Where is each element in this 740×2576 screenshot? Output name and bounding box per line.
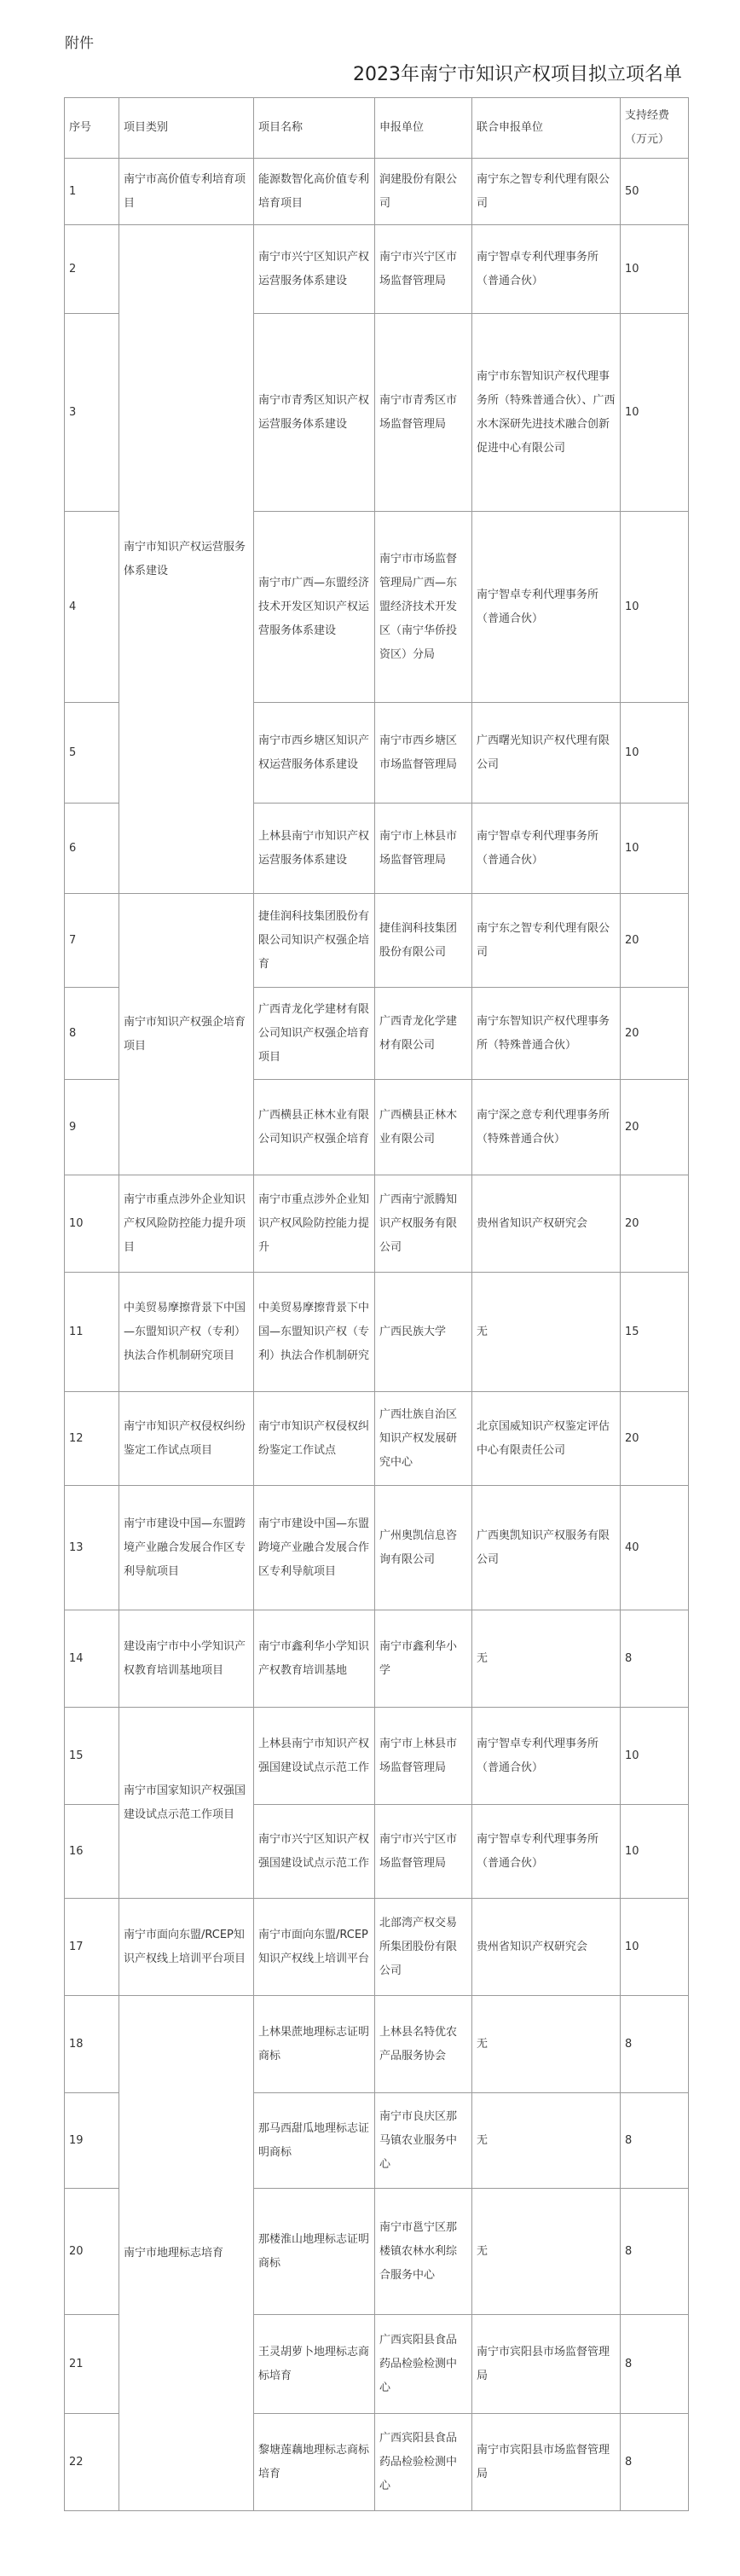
joint-applicant: 南宁深之意专利代理事务所（特殊普通合伙）	[472, 1080, 621, 1175]
row-number: 22	[65, 2414, 119, 2511]
applicant: 广西青龙化学建材有限公司	[375, 988, 472, 1080]
applicant: 南宁市上林县市场监督管理局	[375, 1708, 472, 1805]
project-category: 南宁市建设中国—东盟跨境产业融合发展合作区专利导航项目	[119, 1486, 254, 1610]
joint-applicant: 广西曙光知识产权代理有限公司	[472, 703, 621, 804]
joint-applicant: 无	[472, 2093, 621, 2189]
funding: 8	[621, 1610, 689, 1708]
applicant: 南宁市良庆区那马镇农业服务中心	[375, 2093, 472, 2189]
project-category: 南宁市国家知识产权强国建设试点示范工作项目	[119, 1708, 254, 1899]
row-number: 1	[65, 159, 119, 225]
funding: 10	[621, 1805, 689, 1899]
table-row	[65, 1610, 689, 1708]
applicant: 南宁市西乡塘区市场监督管理局	[375, 703, 472, 804]
project-category: 南宁市高价值专利培育项目	[119, 159, 254, 225]
table-row	[65, 1273, 689, 1392]
joint-applicant: 南宁东智知识产权代理事务所（特殊普通合伙）	[472, 988, 621, 1080]
applicant: 南宁市鑫利华小学	[375, 1610, 472, 1708]
project-name: 上林县南宁市知识产权运营服务体系建设	[254, 804, 375, 894]
col-header-applicant: 申报单位	[375, 98, 472, 159]
joint-applicant: 无	[472, 1610, 621, 1708]
col-header-partner: 联合申报单位	[472, 98, 621, 159]
project-name: 那马西甜瓜地理标志证明商标	[254, 2093, 375, 2189]
row-number: 21	[65, 2315, 119, 2414]
project-name: 南宁市面向东盟/RCEP知识产权线上培训平台	[254, 1899, 375, 1996]
project-name: 广西横县正林木业有限公司知识产权强企培育	[254, 1080, 375, 1175]
funding: 20	[621, 1392, 689, 1486]
row-number: 10	[65, 1175, 119, 1273]
project-name: 能源数智化高价值专利培育项目	[254, 159, 375, 225]
project-category: 南宁市知识产权运营服务体系建设	[119, 225, 254, 894]
funding: 10	[621, 512, 689, 703]
project-name: 中美贸易摩擦背景下中国—东盟知识产权（专利）执法合作机制研究	[254, 1273, 375, 1392]
applicant: 广西宾阳县食品药品检验检测中心	[375, 2414, 472, 2511]
project-category: 建设南宁市中小学知识产权教育培训基地项目	[119, 1610, 254, 1708]
project-category: 南宁市知识产权侵权纠纷鉴定工作试点项目	[119, 1392, 254, 1486]
funding: 40	[621, 1486, 689, 1610]
funding: 8	[621, 1996, 689, 2093]
funding: 10	[621, 804, 689, 894]
page-title: 2023年南宁市知识产权项目拟立项名单	[353, 64, 682, 85]
joint-applicant: 贵州省知识产权研究会	[472, 1899, 621, 1996]
applicant: 捷佳润科技集团股份有限公司	[375, 894, 472, 988]
row-number: 3	[65, 314, 119, 512]
joint-applicant: 南宁市宾阳县市场监督管理局	[472, 2315, 621, 2414]
funding: 15	[621, 1273, 689, 1392]
project-table	[64, 97, 689, 2511]
project-category: 南宁市重点涉外企业知识产权风险防控能力提升项目	[119, 1175, 254, 1273]
funding: 20	[621, 1080, 689, 1175]
applicant: 上林县名特优农产品服务协会	[375, 1996, 472, 2093]
row-number: 5	[65, 703, 119, 804]
row-number: 15	[65, 1708, 119, 1805]
project-name: 黎塘莲藕地理标志商标培育	[254, 2414, 375, 2511]
table-row	[65, 1392, 689, 1486]
joint-applicant: 南宁东之智专利代理有限公司	[472, 894, 621, 988]
project-name: 南宁市广西—东盟经济技术开发区知识产权运营服务体系建设	[254, 512, 375, 703]
funding: 20	[621, 1175, 689, 1273]
row-number: 9	[65, 1080, 119, 1175]
project-category: 中美贸易摩擦背景下中国—东盟知识产权（专利）执法合作机制研究项目	[119, 1273, 254, 1392]
project-category: 南宁市知识产权强企培育项目	[119, 894, 254, 1175]
project-name: 那楼淮山地理标志证明商标	[254, 2189, 375, 2315]
project-name: 上林果蔗地理标志证明商标	[254, 1996, 375, 2093]
joint-applicant: 南宁市宾阳县市场监督管理局	[472, 2414, 621, 2511]
project-name: 南宁市西乡塘区知识产权运营服务体系建设	[254, 703, 375, 804]
applicant: 广西南宁派腾知识产权服务有限公司	[375, 1175, 472, 1273]
project-category: 南宁市地理标志培育	[119, 1996, 254, 2511]
joint-applicant: 无	[472, 1273, 621, 1392]
joint-applicant: 广西奥凯知识产权服务有限公司	[472, 1486, 621, 1610]
funding: 8	[621, 2189, 689, 2315]
row-number: 18	[65, 1996, 119, 2093]
project-name: 南宁市青秀区知识产权运营服务体系建设	[254, 314, 375, 512]
applicant: 广西宾阳县食品药品检验检测中心	[375, 2315, 472, 2414]
funding: 50	[621, 159, 689, 225]
applicant: 北部湾产权交易所集团股份有限公司	[375, 1899, 472, 1996]
table-row	[65, 225, 689, 314]
table-row	[65, 1996, 689, 2093]
table-row	[65, 894, 689, 988]
col-header-no: 序号	[65, 98, 119, 159]
joint-applicant: 南宁智卓专利代理事务所（普通合伙）	[472, 1708, 621, 1805]
funding: 8	[621, 2414, 689, 2511]
row-number: 8	[65, 988, 119, 1080]
joint-applicant: 南宁智卓专利代理事务所（普通合伙）	[472, 225, 621, 314]
joint-applicant: 南宁智卓专利代理事务所（普通合伙）	[472, 512, 621, 703]
applicant: 南宁市兴宁区市场监督管理局	[375, 1805, 472, 1899]
project-name: 上林县南宁市知识产权强国建设试点示范工作	[254, 1708, 375, 1805]
project-name: 南宁市兴宁区知识产权运营服务体系建设	[254, 225, 375, 314]
funding: 10	[621, 1708, 689, 1805]
project-name: 南宁市知识产权侵权纠纷鉴定工作试点	[254, 1392, 375, 1486]
funding: 8	[621, 2093, 689, 2189]
applicant: 南宁市青秀区市场监督管理局	[375, 314, 472, 512]
row-number: 11	[65, 1273, 119, 1392]
joint-applicant: 南宁东之智专利代理有限公司	[472, 159, 621, 225]
project-name: 南宁市兴宁区知识产权强国建设试点示范工作	[254, 1805, 375, 1899]
table-row	[65, 1175, 689, 1273]
joint-applicant: 无	[472, 2189, 621, 2315]
funding: 10	[621, 703, 689, 804]
row-number: 17	[65, 1899, 119, 1996]
row-number: 7	[65, 894, 119, 988]
applicant: 南宁市兴宁区市场监督管理局	[375, 225, 472, 314]
applicant: 南宁市市场监督管理局广西—东盟经济技术开发区（南宁华侨投资区）分局	[375, 512, 472, 703]
project-category: 南宁市面向东盟/RCEP知识产权线上培训平台项目	[119, 1899, 254, 1996]
project-name: 南宁市建设中国—东盟跨境产业融合发展合作区专利导航项目	[254, 1486, 375, 1610]
joint-applicant: 南宁智卓专利代理事务所（普通合伙）	[472, 1805, 621, 1899]
funding: 10	[621, 225, 689, 314]
table-row	[65, 159, 689, 225]
col-header-funding: 支持经费（万元）	[621, 98, 689, 159]
joint-applicant: 北京国威知识产权鉴定评估中心有限责任公司	[472, 1392, 621, 1486]
project-name: 南宁市鑫利华小学知识产权教育培训基地	[254, 1610, 375, 1708]
applicant: 南宁市上林县市场监督管理局	[375, 804, 472, 894]
project-name: 捷佳润科技集团股份有限公司知识产权强企培育	[254, 894, 375, 988]
row-number: 12	[65, 1392, 119, 1486]
funding: 8	[621, 2315, 689, 2414]
applicant: 广西横县正林木业有限公司	[375, 1080, 472, 1175]
row-number: 2	[65, 225, 119, 314]
row-number: 4	[65, 512, 119, 703]
row-number: 20	[65, 2189, 119, 2315]
joint-applicant: 贵州省知识产权研究会	[472, 1175, 621, 1273]
funding: 20	[621, 894, 689, 988]
row-number: 19	[65, 2093, 119, 2189]
joint-applicant: 无	[472, 1996, 621, 2093]
attachment-label: 附件	[65, 35, 94, 52]
table-row	[65, 1899, 689, 1996]
funding: 20	[621, 988, 689, 1080]
project-name: 王灵胡萝卜地理标志商标培育	[254, 2315, 375, 2414]
project-name: 广西青龙化学建材有限公司知识产权强企培育项目	[254, 988, 375, 1080]
joint-applicant: 南宁市东智知识产权代理事务所（特殊普通合伙）、广西水木深研先进技术融合创新促进中心有限公司	[472, 314, 621, 512]
row-number: 16	[65, 1805, 119, 1899]
col-header-name: 项目名称	[254, 98, 375, 159]
row-number: 6	[65, 804, 119, 894]
project-name: 南宁市重点涉外企业知识产权风险防控能力提升	[254, 1175, 375, 1273]
funding: 10	[621, 1899, 689, 1996]
row-number: 14	[65, 1610, 119, 1708]
row-number: 13	[65, 1486, 119, 1610]
col-header-category: 项目类别	[119, 98, 254, 159]
applicant: 南宁市邕宁区那楼镇农林水利综合服务中心	[375, 2189, 472, 2315]
applicant: 广西民族大学	[375, 1273, 472, 1392]
applicant: 润建股份有限公司	[375, 159, 472, 225]
funding: 10	[621, 314, 689, 512]
table-row	[65, 1708, 689, 1805]
table-row	[65, 1486, 689, 1610]
table-header-row	[65, 98, 689, 159]
joint-applicant: 南宁智卓专利代理事务所（普通合伙）	[472, 804, 621, 894]
applicant: 广州奥凯信息咨询有限公司	[375, 1486, 472, 1610]
applicant: 广西壮族自治区知识产权发展研究中心	[375, 1392, 472, 1486]
